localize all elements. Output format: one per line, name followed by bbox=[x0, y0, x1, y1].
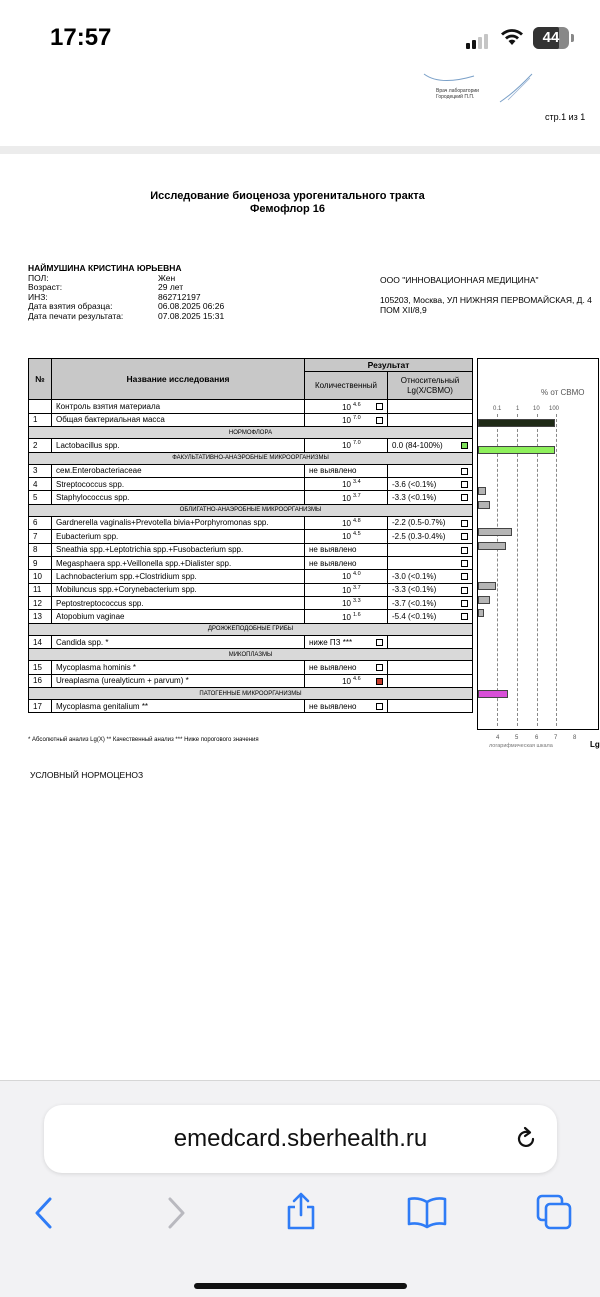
table-row bbox=[29, 477, 473, 490]
top-tick: 100 bbox=[549, 406, 560, 412]
rel-value: -3.3 (<0.1%) bbox=[392, 493, 437, 503]
qty-exp: 3.4 bbox=[353, 479, 361, 486]
row-name: Peptostreptococcus spp. bbox=[52, 597, 305, 610]
status-indicator bbox=[461, 520, 468, 527]
qty-text: не выявлено bbox=[309, 662, 357, 672]
row-num: 1 bbox=[29, 413, 52, 426]
row-rel bbox=[388, 543, 473, 556]
gridline bbox=[537, 414, 538, 726]
checkbox bbox=[376, 664, 383, 671]
qty-base: 10 bbox=[342, 518, 351, 528]
row-qty bbox=[305, 516, 388, 529]
col-num: № bbox=[29, 359, 52, 400]
section-pathogens: ПАТОГЕННЫЕ МИКРООРГАНИЗМЫ bbox=[29, 688, 473, 700]
row-rel bbox=[388, 674, 473, 687]
row-qty bbox=[305, 661, 388, 674]
org-name: ООО "ИННОВАЦИОННАЯ МЕДИЦИНА" bbox=[380, 275, 539, 285]
row-qty bbox=[305, 439, 388, 452]
row-qty bbox=[305, 635, 388, 648]
bottom-tick: 5 bbox=[515, 735, 519, 741]
lab-organization bbox=[380, 275, 592, 315]
status-bar bbox=[0, 0, 600, 72]
table-row bbox=[29, 516, 473, 529]
qty-base: 10 bbox=[342, 572, 351, 582]
table-row bbox=[29, 543, 473, 556]
patient-info bbox=[28, 264, 224, 321]
qty-base: 10 bbox=[342, 676, 351, 686]
section-row bbox=[29, 688, 473, 700]
row-num: 9 bbox=[29, 556, 52, 569]
row-name: Candida spp. * bbox=[52, 635, 305, 648]
field-label: ПОЛ: bbox=[28, 272, 49, 283]
table-row bbox=[29, 413, 473, 426]
row-name: Общая бактериальная масса bbox=[52, 413, 305, 426]
doctor-stamp bbox=[436, 88, 479, 100]
qty-exp: 3.3 bbox=[353, 598, 361, 605]
scale-label: логарифмическая шкала bbox=[489, 743, 553, 749]
row-num: 16 bbox=[29, 674, 52, 687]
qty-exp: 7.0 bbox=[353, 414, 361, 421]
qty-base: 10 bbox=[342, 612, 351, 622]
qty-exp: 4.8 bbox=[353, 517, 361, 524]
qty-exp: 4.0 bbox=[353, 571, 361, 578]
org-address-room: ПОМ XII/8,9 bbox=[380, 305, 427, 315]
bookmarks-icon[interactable] bbox=[406, 1195, 448, 1229]
row-name: Lachnobacterium spp.+Clostridium spp. bbox=[52, 570, 305, 583]
row-qty bbox=[305, 610, 388, 623]
checkbox bbox=[376, 403, 383, 410]
col-relative: Относительный Lg(X/СВМО) bbox=[388, 372, 473, 400]
row-num bbox=[29, 400, 52, 413]
patient-field bbox=[28, 312, 224, 322]
row-name: Mycoplasma hominis * bbox=[52, 661, 305, 674]
status-indicator bbox=[461, 560, 468, 567]
report-title bbox=[0, 190, 575, 216]
report-title-line2: Фемофлор 16 bbox=[250, 203, 325, 215]
row-num: 11 bbox=[29, 583, 52, 596]
checkbox bbox=[376, 417, 383, 424]
row-name: Staphylococcus spp. bbox=[52, 491, 305, 504]
row-rel bbox=[388, 413, 473, 426]
table-row bbox=[29, 464, 473, 477]
rel-value: -2.5 (0.3-0.4%) bbox=[392, 531, 446, 541]
rel-value: -3.0 (<0.1%) bbox=[392, 571, 437, 581]
row-rel bbox=[388, 610, 473, 623]
rel-value: -3.7 (<0.1%) bbox=[392, 598, 437, 608]
rel-value: 0.0 (84-100%) bbox=[392, 440, 443, 450]
row-name: Ureaplasma (urealyticum + parvum) * bbox=[52, 674, 305, 687]
row-qty: не выявлено bbox=[305, 556, 388, 569]
bar-peptostreptococcus bbox=[478, 609, 484, 617]
section-row bbox=[29, 504, 473, 516]
row-qty bbox=[305, 583, 388, 596]
footnote: * Абсолютный анализ Lg(X) ** Качественный анализ *** Ниже порогового значения bbox=[28, 737, 259, 743]
row-name: Streptococcus spp. bbox=[52, 477, 305, 490]
qty-text: ниже ПЗ *** bbox=[309, 637, 353, 647]
status-indicator bbox=[461, 613, 468, 620]
bar-lachnobacterium bbox=[478, 582, 496, 590]
checkbox bbox=[376, 703, 383, 710]
status-indicator bbox=[461, 533, 468, 540]
row-name: Mobiluncus spp.+Corynebacterium spp. bbox=[52, 583, 305, 596]
row-num: 3 bbox=[29, 464, 52, 477]
alert-indicator bbox=[376, 678, 383, 685]
table-row bbox=[29, 570, 473, 583]
qty-base: 10 bbox=[342, 441, 351, 451]
qty-base: 10 bbox=[342, 599, 351, 609]
conclusion: УСЛОВНЫЙ НОРМОЦЕНОЗ bbox=[30, 770, 144, 780]
battery-level: 44 bbox=[542, 29, 560, 46]
status-indicator bbox=[461, 573, 468, 580]
row-rel bbox=[388, 491, 473, 504]
qty-base: 10 bbox=[342, 480, 351, 490]
field-value: Жен bbox=[158, 272, 176, 283]
bar-gardnerella bbox=[478, 528, 512, 536]
reload-icon[interactable] bbox=[512, 1125, 540, 1153]
home-indicator bbox=[194, 1283, 407, 1289]
row-qty bbox=[305, 477, 388, 490]
share-icon[interactable] bbox=[284, 1191, 318, 1231]
table-row bbox=[29, 610, 473, 623]
row-num: 15 bbox=[29, 661, 52, 674]
row-rel bbox=[388, 635, 473, 648]
row-qty: не выявлено bbox=[305, 464, 388, 477]
bottom-tick: 4 bbox=[496, 735, 500, 741]
section-row bbox=[29, 623, 473, 635]
status-indicator bbox=[461, 442, 468, 449]
qty-base: 10 bbox=[342, 585, 351, 595]
status-indicator bbox=[461, 587, 468, 594]
qty-exp: 4.5 bbox=[353, 531, 361, 538]
address-bar[interactable] bbox=[44, 1105, 557, 1173]
qty-base: 10 bbox=[342, 415, 351, 425]
bottom-tick: 6 bbox=[535, 735, 539, 741]
col-name: Название исследования bbox=[52, 359, 305, 400]
status-indicator bbox=[461, 494, 468, 501]
row-rel bbox=[388, 583, 473, 596]
section-row bbox=[29, 452, 473, 464]
section-obligate: ОБЛИГАТНО-АНАЭРОБНЫЕ МИКРООРГАНИЗМЫ bbox=[29, 504, 473, 516]
gridline bbox=[556, 414, 557, 726]
report-title-line1: Исследование биоценоза урогенитального тракта bbox=[150, 190, 425, 202]
table-row bbox=[29, 635, 473, 648]
row-name: Контроль взятия материала bbox=[52, 400, 305, 413]
bottom-tick: 7 bbox=[554, 735, 558, 741]
row-qty bbox=[305, 674, 388, 687]
page-number: стр.1 из 1 bbox=[545, 112, 586, 122]
top-tick: 1 bbox=[516, 406, 520, 412]
section-facultative: ФАКУЛЬТАТИВНО-АНАЭРОБНЫЕ МИКРООРГАНИЗМЫ bbox=[29, 452, 473, 464]
forward-icon[interactable] bbox=[164, 1196, 188, 1230]
row-name: Lactobacillus spp. bbox=[52, 439, 305, 452]
row-num: 6 bbox=[29, 516, 52, 529]
rel-value: -3.3 (<0.1%) bbox=[392, 585, 437, 595]
row-num: 5 bbox=[29, 491, 52, 504]
qty-exp: 1.6 bbox=[353, 611, 361, 618]
row-qty bbox=[305, 491, 388, 504]
cellular-signal-icon bbox=[466, 31, 490, 49]
tabs-icon[interactable] bbox=[535, 1193, 573, 1231]
field-label: Дата взятия образца: bbox=[28, 301, 113, 311]
rel-value: -5.4 (<0.1%) bbox=[392, 612, 437, 622]
row-num: 12 bbox=[29, 597, 52, 610]
row-rel bbox=[388, 530, 473, 543]
section-normoflora: НОРМОФЛОРА bbox=[29, 427, 473, 439]
url-text[interactable]: emedcard.sberhealth.ru bbox=[173, 1125, 428, 1152]
table-row bbox=[29, 583, 473, 596]
row-name: Sneathia spp.+Leptotrichia spp.+Fusobacterium spp. bbox=[52, 543, 305, 556]
row-rel bbox=[388, 439, 473, 452]
qty-exp: 4.6 bbox=[353, 401, 361, 408]
chart-label: % от СВМО bbox=[541, 388, 585, 397]
field-value: 29 лет bbox=[158, 282, 184, 292]
row-rel bbox=[388, 570, 473, 583]
battery-tip bbox=[571, 34, 574, 42]
row-num: 7 bbox=[29, 530, 52, 543]
row-rel bbox=[388, 700, 473, 713]
field-label: ИНЗ: bbox=[28, 291, 48, 302]
qty-exp: 3.7 bbox=[353, 584, 361, 591]
results-table bbox=[28, 358, 473, 713]
axis-label: Lg bbox=[590, 740, 600, 749]
rel-value: -2.2 (0.5-0.7%) bbox=[392, 518, 446, 528]
table-row bbox=[29, 597, 473, 610]
row-num: 4 bbox=[29, 477, 52, 490]
section-row bbox=[29, 427, 473, 439]
table-row bbox=[29, 530, 473, 543]
doctor-name: Городецкий П.П. bbox=[436, 94, 475, 100]
row-rel bbox=[388, 464, 473, 477]
field-value: 07.08.2025 15:31 bbox=[158, 310, 225, 321]
row-name: сем.Enterobacteriaceae bbox=[52, 464, 305, 477]
gridline bbox=[497, 414, 498, 726]
row-num: 14 bbox=[29, 635, 52, 648]
qty-exp: 3.7 bbox=[353, 492, 361, 499]
qty-text: не выявлено bbox=[309, 701, 357, 711]
qty-exp: 4.6 bbox=[353, 675, 361, 682]
doctor-title: Врач лаборатории bbox=[436, 88, 479, 94]
bar-ureaplasma bbox=[478, 690, 508, 698]
row-qty bbox=[305, 400, 388, 413]
rel-value: -3.6 (<0.1%) bbox=[392, 479, 437, 489]
row-rel bbox=[388, 597, 473, 610]
page-separator bbox=[0, 146, 600, 154]
row-qty bbox=[305, 700, 388, 713]
row-name: Megasphaera spp.+Veillonella spp.+Dialister spp. bbox=[52, 556, 305, 569]
row-num: 17 bbox=[29, 700, 52, 713]
row-name: Eubacterium spp. bbox=[52, 530, 305, 543]
bar-total-bacterial-mass bbox=[478, 419, 555, 427]
bottom-tick: 8 bbox=[573, 735, 577, 741]
field-label: Возраст: bbox=[28, 282, 63, 292]
table-row bbox=[29, 674, 473, 687]
bar-mobiluncus bbox=[478, 596, 490, 604]
gridline bbox=[517, 414, 518, 726]
table-row bbox=[29, 661, 473, 674]
bar-lactobacillus bbox=[478, 446, 555, 454]
back-icon[interactable] bbox=[32, 1196, 56, 1230]
section-mycoplasma: МИКОПЛАЗМЫ bbox=[29, 649, 473, 661]
row-qty: не выявлено bbox=[305, 543, 388, 556]
bar-staphylococcus bbox=[478, 501, 490, 509]
status-indicator bbox=[461, 547, 468, 554]
row-rel bbox=[388, 661, 473, 674]
checkbox bbox=[376, 639, 383, 646]
section-yeast: ДРОЖЖЕПОДОБНЫЕ ГРИБЫ bbox=[29, 623, 473, 635]
field-value: 862712197 bbox=[158, 291, 201, 302]
field-label: Дата печати результата: bbox=[28, 310, 124, 321]
row-qty bbox=[305, 570, 388, 583]
row-qty bbox=[305, 597, 388, 610]
wifi-icon bbox=[500, 28, 524, 46]
row-qty bbox=[305, 530, 388, 543]
qty-base: 10 bbox=[342, 532, 351, 542]
col-quantitative: Количественный bbox=[305, 372, 388, 400]
table-row bbox=[29, 491, 473, 504]
table-row bbox=[29, 439, 473, 452]
row-name: Gardnerella vaginalis+Prevotella bivia+Porphyromonas spp. bbox=[52, 516, 305, 529]
bar-eubacterium bbox=[478, 542, 506, 550]
qty-exp: 7.0 bbox=[353, 440, 361, 447]
qty-base: 10 bbox=[342, 402, 351, 412]
row-num: 10 bbox=[29, 570, 52, 583]
qty-base: 10 bbox=[342, 493, 351, 503]
status-indicator bbox=[461, 468, 468, 475]
row-name: Mycoplasma genitalium ** bbox=[52, 700, 305, 713]
patient-name: НАЙМУШИНА КРИСТИНА ЮРЬЕВНА bbox=[28, 263, 182, 273]
status-indicator bbox=[461, 481, 468, 488]
field-value: 06.08.2025 06:26 bbox=[158, 301, 225, 311]
section-row bbox=[29, 649, 473, 661]
table-row bbox=[29, 556, 473, 569]
row-rel bbox=[388, 400, 473, 413]
row-rel bbox=[388, 516, 473, 529]
battery-icon bbox=[533, 27, 569, 49]
browser-toolbar bbox=[0, 1080, 600, 1297]
col-result: Результат bbox=[305, 359, 473, 372]
table-row bbox=[29, 700, 473, 713]
row-num: 2 bbox=[29, 439, 52, 452]
row-num: 8 bbox=[29, 543, 52, 556]
top-tick: 0.1 bbox=[493, 406, 502, 412]
row-rel bbox=[388, 556, 473, 569]
table-row bbox=[29, 400, 473, 413]
row-name: Atopobium vaginae bbox=[52, 610, 305, 623]
status-indicator bbox=[461, 600, 468, 607]
row-qty bbox=[305, 413, 388, 426]
row-rel bbox=[388, 477, 473, 490]
row-num: 13 bbox=[29, 610, 52, 623]
org-address: 105203, Москва, УЛ НИЖНЯЯ ПЕРВОМАЙСКАЯ, Д. 4 bbox=[380, 295, 592, 305]
top-tick: 10 bbox=[533, 406, 540, 412]
clock: 17:57 bbox=[50, 24, 112, 51]
bar-streptococcus bbox=[478, 487, 486, 495]
